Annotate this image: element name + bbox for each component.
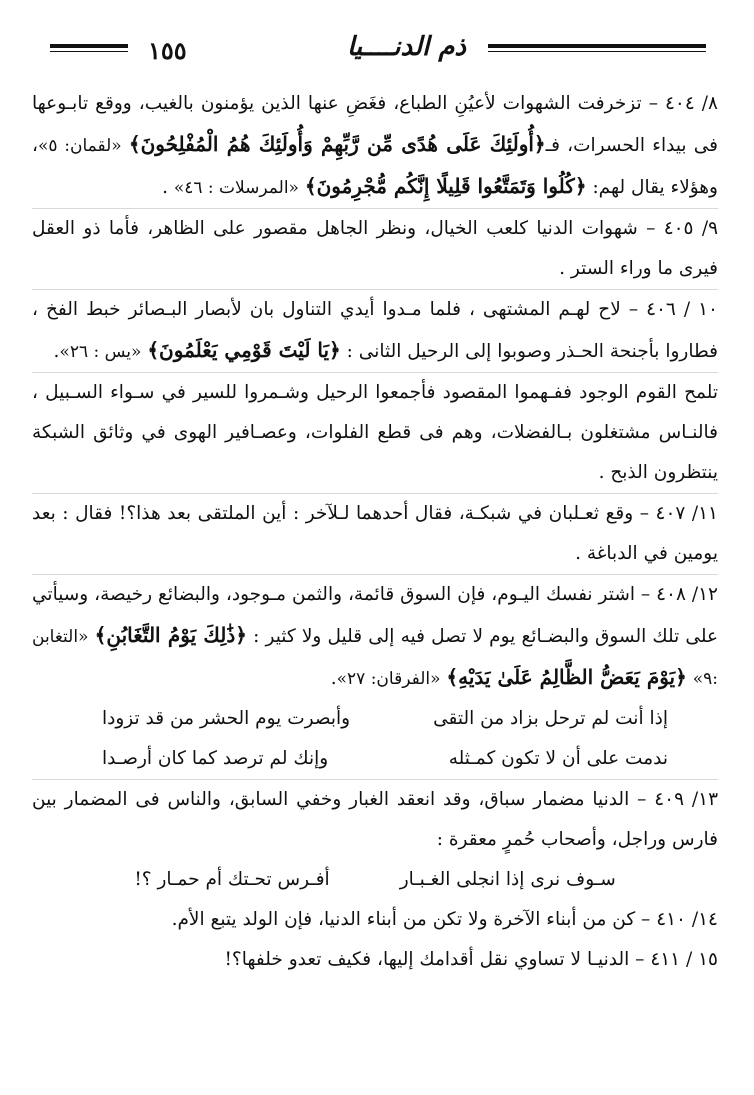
quran-verse: ﴿يَا لَيْتَ قَوْمِي يَعْلَمُونَ﴾ — [147, 338, 341, 362]
header-rule-right — [488, 44, 706, 54]
verse-reference: «لقمان: ٥» — [37, 136, 122, 156]
quran-verse: ﴿أُولَئِكَ عَلَى هُدًى مِّن رَّبِّهِمْ وَأُولَئِكَ هُمُ الْمُفْلِحُونَ﴾ — [128, 132, 546, 156]
hemistich-second: وإنك لم ترصد كما كان أرصـدا — [102, 748, 329, 769]
entry-text: الدنيـا لا تساوي نقل أقدامك إليها، فكيف تعدو خلفها؟! — [224, 949, 630, 970]
page-header — [50, 30, 706, 70]
hemistich-first: ندمت على أن لا تكون كمـثله — [448, 748, 668, 769]
entry-411 — [32, 940, 718, 980]
paragraph-commentary: تلمح القوم الوجود ففـهموا المقصود فأجمعوا الرحيل وشـمروا للسير في سـواء السـبيل ، فالنـاس مشتغلون بـالفضلات، وهم فى قطع الفلوات، وعصـافير الهوى في وثائق الشبكة ينتظرون الذبح . — [32, 372, 718, 493]
entry-number: ٨/ ٤٠٤ – — [648, 93, 718, 114]
verse-reference: «المرسلات : ٤٦» — [173, 178, 299, 198]
punctuation: . — [162, 177, 174, 198]
entry-text: ، وهؤلاء يقال لهم: — [32, 135, 718, 198]
hemistich-first: إذا أنت لم ترحل بزاد من التقى — [433, 708, 668, 729]
poem-line — [32, 699, 718, 739]
entry-text: لاح لهـم المشتهى ، فلما مـدوا أيدي التناول بان لأبصار البـصائر خبط الفخ ، فطاروا بأجنحة الحـذر وصوبوا إلى الرحيل الثانى : — [32, 299, 718, 362]
entry-number: ١٤/ ٤١٠ – — [641, 909, 718, 930]
verse-reference: «التغابن :٩» — [32, 627, 718, 689]
entry-404 — [32, 84, 718, 208]
verse-reference: «يس : ٢٦» — [59, 342, 142, 362]
header-rule-left — [50, 44, 128, 54]
entry-number: ١١/ ٤٠٧ – — [639, 503, 718, 524]
quran-verse: ﴿كُلُوا وَتَمَتَّعُوا قَلِيلًا إِنَّكُم مُّجْرِمُونَ﴾ — [304, 174, 587, 198]
punctuation: . — [53, 341, 60, 362]
page-number: ١٥٥ — [148, 36, 187, 65]
running-title: ذم الدنــــيا — [347, 32, 466, 62]
entry-text: وقع ثعـلبان في شبكـة، فقال أحدهما لـلآخر : أين الملتقى بعد هذا؟! فقال : بعد يومين في الدباغة . — [32, 503, 718, 564]
entry-text: الدنيا مضمار سباق، وقد انعقد الغبار وخفي السابق، والناس فى المضمار بين فارس وراجل، وأصحاب حُمرٍ معقرة : — [32, 789, 718, 850]
entry-number: ١٠ / ٤٠٦ – — [628, 299, 718, 320]
quran-verse: ﴿يَوْمَ يَعَضُّ الظَّالِمُ عَلَىٰ يَدَيْهِ﴾ — [446, 665, 687, 689]
entry-text: اشتر نفسك اليـوم، فإن السوق قائمة، والثمن مـوجود، والبضائع رخيصة، وسيأتي على تلك السوق والبضـائع يوم لا تصل فيه إلى قليل ولا كثير : — [32, 584, 718, 647]
entry-410 — [32, 900, 718, 940]
entry-407 — [32, 493, 718, 574]
quran-verse: ﴿ذَٰلِكَ يَوْمُ التَّغَابُنِ﴾ — [94, 623, 247, 647]
entry-number: ٩/ ٤٠٥ – — [646, 218, 718, 239]
hemistich-second: وأبصرت يوم الحشر من قد تزودا — [102, 708, 351, 729]
entry-number: ١٣/ ٤٠٩ – — [637, 789, 719, 810]
entry-405 — [32, 208, 718, 289]
entry-text: تزخرفت الشهوات لأعيُنِ الطباع، فغَضِ عنها الذين يؤمنون بالغيب، ووقع تابـوعها فى بيداء الحسرات، فـ — [32, 93, 719, 156]
entry-text: شهوات الدنيا كلعب الخيال، ونظر الجاهل مقصور على الظاهر، فأما ذو العقل فيرى ما وراء الستر . — [32, 218, 718, 279]
entry-408 — [32, 574, 718, 699]
poem-line — [32, 739, 718, 779]
verse-reference: «الفرقان: ٢٧» — [336, 669, 441, 689]
entry-406 — [32, 289, 718, 372]
hemistich-first: سـوف نرى إذا انجلى الغـبـار — [399, 869, 616, 890]
entry-409 — [32, 779, 718, 860]
poem-line — [32, 860, 718, 900]
entry-number: ١٥ / ٤١١ – — [635, 949, 718, 970]
hemistich-second: أفـرس تحـتك أم حمـار ؟! — [134, 869, 330, 890]
page-body — [32, 84, 718, 980]
punctuation: . — [330, 668, 337, 689]
entry-number: ١٢/ ٤٠٨ – — [640, 584, 718, 605]
entry-text: كن من أبناء الآخرة ولا تكن من أبناء الدنيا، فإن الولد يتبع الأم. — [171, 909, 636, 930]
